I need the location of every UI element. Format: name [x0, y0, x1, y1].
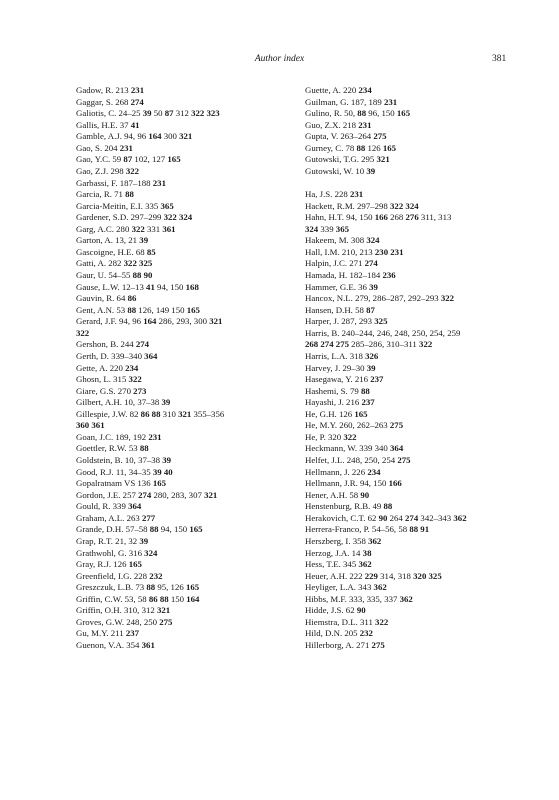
index-entry: Garcia-Meitin, E.I. 335 365 — [76, 200, 174, 211]
index-entry: Gao, Z.J. 298 322 — [76, 165, 140, 176]
index-entry: Hellmann, J. 226 234 — [305, 466, 381, 477]
index-entry: Herzog, J.A. 14 38 — [305, 547, 372, 558]
index-entry: Gerard, J.F. 94, 96 164 286, 293, 300 321 — [76, 316, 223, 327]
index-entry: Greenfield, I.G. 228 232 — [76, 570, 163, 581]
index-entry: He, P. 320 322 — [305, 431, 357, 442]
index-entry: Gulino, R. 50, 88 96, 150 165 — [305, 108, 411, 119]
index-entry: Hancox, N.L. 279, 286–287, 292–293 322 — [305, 293, 455, 304]
index-entry: Gerth, D. 339–340 364 — [76, 350, 158, 361]
index-entry: Harris, L.A. 318 326 — [305, 350, 379, 361]
index-entry: Gray, R.J. 126 165 — [76, 559, 142, 570]
index-entry: Garg, A.C. 280 322 331 361 — [76, 223, 176, 234]
index-entry: Gutowski, T.G. 295 321 — [305, 154, 390, 165]
index-entry: Hess, T.E. 345 362 — [305, 559, 372, 570]
index-entry: Heuer, A.H. 222 229 314, 318 320 325 — [305, 570, 442, 581]
index-entry: 322 — [76, 327, 90, 338]
index-entry: Heckmann, W. 339 340 364 — [305, 443, 404, 454]
index-entry: Hild, D.N. 205 232 — [305, 628, 373, 639]
index-entry: Hackett, R.M. 297–298 322 324 — [305, 200, 419, 211]
index-entry: Hamada, H. 182–184 236 — [305, 270, 396, 280]
index-entry: Good, R.J. 11, 34–35 39 40 — [76, 466, 173, 477]
index-entry: 324 339 365 — [305, 223, 349, 234]
index-entry: Gamble, A.J. 94, 96 164 300 321 — [76, 131, 193, 142]
index-entry: Graham, A.L. 263 277 — [76, 512, 156, 523]
index-entry: Herrera-Franco, P. 54–56, 58 88 91 — [305, 524, 430, 535]
page-number: 381 — [492, 54, 507, 64]
index-entry: Guette, A. 220 234 — [305, 85, 372, 95]
index-entry: Gupta, V. 263–264 275 — [305, 131, 387, 142]
index-entry: Goettler, R.W. 53 88 — [76, 443, 149, 454]
index-entry: Garbassi, F. 187–188 231 — [76, 177, 166, 188]
index-entry: Hashemi, S. 79 88 — [305, 385, 370, 396]
index-entry: Herakovich, C.T. 62 90 264 274 342–343 362 — [305, 512, 467, 523]
index-entry: Harvey, J. 29–30 39 — [305, 362, 376, 373]
index-entry: Gauvin, R. 64 86 — [76, 293, 137, 304]
index-entry: Gaur, U. 54–55 88 90 — [76, 270, 153, 280]
index-entry: Grap, R.T. 21, 32 39 — [76, 535, 149, 546]
index-entry: Hidde, J.S. 62 90 — [305, 605, 366, 616]
index-entry: Hillerborg, A. 271 275 — [305, 640, 385, 650]
index-entry: Herszberg, I. 358 362 — [305, 535, 382, 546]
index-entry: Gurney, C. 78 88 126 165 — [305, 142, 397, 153]
index-entry: Hasegawa, Y. 216 237 — [305, 374, 384, 385]
index-entry: Grande, D.H. 57–58 88 94, 150 165 — [76, 524, 203, 535]
index-entry: Ha, J.S. 228 231 — [305, 189, 364, 200]
index-entry: Ghosn, L. 315 322 — [76, 374, 142, 385]
index-entry: Halpin, J.C. 271 274 — [305, 258, 378, 269]
index-entry: Garton, A. 13, 21 39 — [76, 235, 149, 246]
index-entry: He, M.Y. 260, 262–263 275 — [305, 420, 404, 431]
index-entry: Gordon, J.E. 257 274 280, 283, 307 321 — [76, 489, 218, 500]
index-entry: Gillespie, J.W. 82 86 88 310 321 355–356 — [76, 408, 225, 419]
index-entry: Hahn, H.T. 94, 150 166 268 276 311, 313 — [305, 212, 452, 223]
index-entry: Hener, A.H. 58 90 — [305, 489, 370, 500]
index-entry: Gu, M.Y. 211 237 — [76, 628, 140, 639]
index-entry: Grathwohl, G. 316 324 — [76, 547, 158, 558]
index-entry: Guenon, V.A. 354 361 — [76, 640, 155, 650]
index-entry: Hellmann, J.R. 94, 150 166 — [305, 478, 402, 489]
index-entry: Gadow, R. 213 231 — [76, 85, 145, 95]
index-entry: Garcia, R. 71 88 — [76, 189, 134, 200]
index-entry: Hayashi, J. 216 237 — [305, 397, 375, 408]
index-entry: Gardener, S.D. 297–299 322 324 — [76, 212, 193, 223]
index-entry: Goldstein, B. 10, 37–38 39 — [76, 455, 172, 465]
index-entry: Gette, A. 220 234 — [76, 362, 139, 373]
index-entry: Griffin, O.H. 310, 312 321 — [76, 605, 171, 616]
index-entry: Henstenburg, R.B. 49 88 — [305, 501, 393, 512]
index-entry: Hansen, D.H. 58 87 — [305, 304, 375, 315]
index-entry: Gutowski, W. 10 39 — [305, 165, 376, 176]
index-entry: Helfet, J.L. 248, 250, 254 275 — [305, 455, 411, 465]
index-entry: Hakeem, M. 308 324 — [305, 235, 380, 246]
index-entry: Griffin, C.W. 53, 58 86 88 150 164 — [76, 593, 200, 604]
index-entry: Gao, S. 204 231 — [76, 142, 133, 153]
index-entry: Groves, G.W. 248, 250 275 — [76, 616, 173, 627]
index-entry: Goan, J.C. 189, 192 231 — [76, 431, 162, 442]
index-entry: Guo, Z.X. 218 231 — [305, 119, 372, 130]
index-entry: Gopalratnam VS 136 165 — [76, 478, 167, 489]
index-entry: Hiemstra, D.L. 311 322 — [305, 616, 389, 627]
index-entry: Heyliger, L.A. 343 362 — [305, 582, 387, 593]
index-entry: 360 361 — [76, 420, 105, 431]
index-entry: Gaggar, S. 268 274 — [76, 96, 144, 107]
index-entry: Guilman, G. 187, 189 231 — [305, 96, 398, 107]
index-entry: Gao, Y.C. 59 87 102, 127 165 — [76, 154, 181, 165]
index-entry: Harper, J. 287, 293 325 — [305, 316, 388, 327]
index-entry: Gallis, H.E. 37 41 — [76, 119, 140, 130]
index-entry: He, G.H. 126 165 — [305, 408, 368, 419]
index-entry: Greszczuk, L.B. 73 88 95, 126 165 — [76, 582, 200, 593]
running-header-title: Author index — [254, 54, 305, 64]
index-entry: Galiotis, C. 24–25 39 50 87 312 322 323 — [76, 108, 220, 119]
index-entry: 268 274 275 285–286, 310–311 322 — [305, 339, 433, 350]
index-entry: Harris, B. 240–244, 246, 248, 250, 254, 259 — [305, 327, 461, 338]
index-entry: Gilbert, A.H. 10, 37–38 39 — [76, 397, 171, 408]
section-gap — [305, 178, 533, 190]
index-entry: Gascoigne, H.E. 68 85 — [76, 246, 156, 257]
index-entry: Gershon, B. 244 274 — [76, 339, 150, 350]
index-entry: Gatti, A. 282 322 325 — [76, 258, 153, 269]
index-entry: Hibbs, M.F. 333, 335, 337 362 — [305, 593, 413, 604]
index-column-left — [76, 85, 304, 652]
index-entry: Gould, R. 339 364 — [76, 501, 142, 512]
index-entry: Gause, L.W. 12–13 41 94, 150 168 — [76, 281, 199, 292]
index-entry: Hammer, G.E. 36 39 — [305, 281, 378, 292]
index-column-right — [305, 85, 533, 652]
index-entry: Giare, G.S. 270 273 — [76, 385, 147, 396]
index-entry: Hall, I.M. 210, 213 230 231 — [305, 246, 404, 257]
index-entry: Gent, A.N. 53 88 126, 149 150 165 — [76, 304, 200, 315]
